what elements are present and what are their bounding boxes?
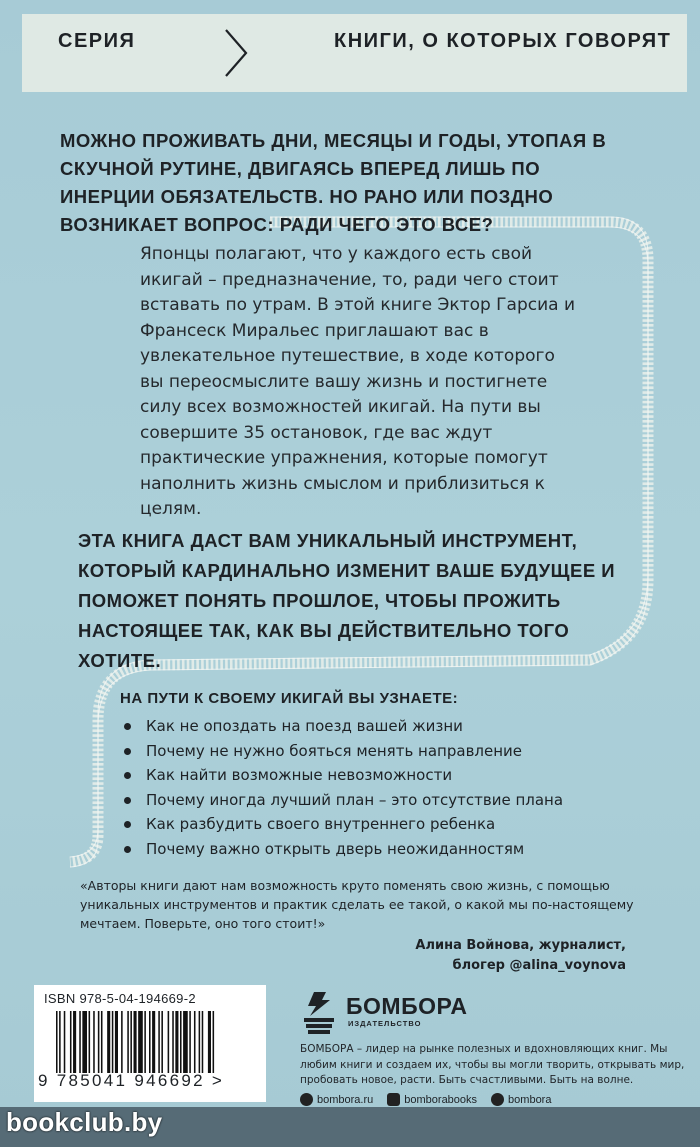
barcode-bar <box>152 1011 155 1073</box>
barcode-bar <box>180 1011 182 1073</box>
social-label: bomborabooks <box>404 1093 478 1106</box>
barcode-bar <box>56 1011 58 1073</box>
quote-author-line: блогер @alina_voynova <box>452 958 626 973</box>
barcode-bar <box>98 1011 100 1073</box>
barcode-bar <box>161 1011 163 1073</box>
chevron-right-icon <box>222 14 252 92</box>
barcode-bar <box>194 1011 196 1073</box>
social-link-telegram[interactable] <box>491 1093 551 1106</box>
barcode-panel <box>34 985 266 1102</box>
social-links <box>300 1093 551 1106</box>
social-label: bombora.ru <box>317 1093 374 1106</box>
list-item: Почему иногда лучший план – это отсутствие плана <box>122 788 563 813</box>
social-label: bombora <box>508 1093 552 1106</box>
barcode-bar <box>112 1011 114 1073</box>
watermark-site-name: bookclub.by <box>6 1107 163 1137</box>
vk-icon <box>300 1093 313 1106</box>
barcode-bar <box>93 1011 95 1073</box>
barcode-bar <box>208 1011 211 1073</box>
barcode-bar <box>189 1011 191 1073</box>
barcode-bar <box>172 1011 174 1073</box>
barcode-bar <box>121 1011 123 1073</box>
learn-heading: НА ПУТИ К СВОЕМУ ИКИГАЙ ВЫ УЗНАЕТЕ: <box>120 690 459 707</box>
barcode-bar <box>149 1011 151 1073</box>
barcode-image <box>56 1011 246 1073</box>
series-banner <box>22 14 687 92</box>
barcode-bar <box>175 1011 178 1073</box>
barcode-bar <box>82 1011 87 1073</box>
learn-list <box>122 714 563 861</box>
barcode-bar <box>127 1011 129 1073</box>
publisher-blurb: БОМБОРА – лидер на рынке полезных и вдохновляющих книг. Мы любим книги и создаем их, чтобы вы могли творить, открывать мир, пробовать новое, расти. Быть счастливыми. Быть на волне. <box>300 1043 685 1087</box>
barcode-bar <box>134 1011 137 1073</box>
barcode-bar <box>70 1011 72 1073</box>
barcode-bar <box>138 1011 143 1073</box>
barcode-bar <box>73 1011 76 1073</box>
barcode-bar <box>199 1011 201 1073</box>
barcode-bar <box>213 1011 215 1073</box>
telegram-icon <box>491 1093 504 1106</box>
isbn-label: ISBN 978-5-04-194669-2 <box>44 991 196 1006</box>
list-item: Как найти возможные невозможности <box>122 763 563 788</box>
barcode-bar <box>64 1011 66 1073</box>
barcode-bar <box>130 1011 132 1073</box>
quote-author-line: Алина Войнова, журналист, <box>415 938 626 953</box>
social-link-site[interactable] <box>300 1093 373 1106</box>
promise-text: ЭТА КНИГА ДАСТ ВАМ УНИКАЛЬНЫЙ ИНСТРУМЕНТ, КОТОРЫЙ КАРДИНАЛЬНО ИЗМЕНИТ ВАШЕ БУДУЩЕЕ И ПОМОЖЕТ ПОНЯТЬ ПРОШЛОЕ, ЧТОБЫ ПРОЖИТЬ НАСТОЯЩЕЕ ТАК, КАК ВЫ ДЕЙСТВИТЕЛЬНО ТОГО ХОТИТЕ. <box>78 530 616 671</box>
intro-text: МОЖНО ПРОЖИВАТЬ ДНИ, МЕСЯЦЫ И ГОДЫ, УТОПАЯ В СКУЧНОЙ РУТИНЕ, ДВИГАЯСЬ ВПЕРЕД ЛИШЬ ПО ИНЕРЦИИ ОБЯЗАТЕЛЬСТВ. НО РАНО ИЛИ ПОЗДНО ВОЗНИКАЕТ ВОПРОС: РАДИ ЧЕГО ЭТО ВСЕ? <box>60 130 607 235</box>
list-item: Почему не нужно бояться менять направление <box>122 739 563 764</box>
bombora-logo-icon <box>300 990 340 1038</box>
barcode-bar <box>79 1011 81 1073</box>
publisher-name: БОМБОРА <box>346 993 468 1019</box>
barcode-bar <box>183 1011 188 1073</box>
series-label: СЕРИЯ <box>58 30 136 52</box>
barcode-bar <box>168 1011 170 1073</box>
description-text: Японцы полагают, что у каждого есть свой икигай – предназначение, то, ради чего стоит вставать по утрам. В этой книге Эктор Гарсиа и Франсеск Миральес приглашают вас в увлекательное путешествие, в ходе которого вы переосмыслите вашу жизнь и постигнете силу всех возможностей икигай. На пути вы совершите 35 остановок, где вас ждут практические упражнения, которые помогут наполнить жизнь смыслом и приблизиться к целям. <box>140 244 576 519</box>
barcode-bar <box>89 1011 91 1073</box>
list-item: Почему важно открыть дверь неожиданностям <box>122 837 563 862</box>
barcode-bar <box>115 1011 118 1073</box>
video-icon <box>387 1093 400 1106</box>
barcode-digits: 9 785041 946692 > <box>38 1071 225 1090</box>
list-item: Как разбудить своего внутреннего ребенка <box>122 812 563 837</box>
barcode-bar <box>101 1011 103 1073</box>
barcode-bar <box>107 1011 110 1073</box>
quote-author <box>415 936 626 976</box>
review-quote: «Авторы книги дают нам возможность круто поменять свою жизнь, с помощью уникальных инструментов и практик сделать ее такой, о какой мы по-настоящему мечтаем. Поверьте, оно того стоит!» <box>80 878 634 931</box>
barcode-bar <box>144 1011 146 1073</box>
list-item: Как не опоздать на поезд вашей жизни <box>122 714 563 739</box>
social-link-video[interactable] <box>387 1093 477 1106</box>
barcode-bar <box>59 1011 61 1073</box>
barcode-bar <box>202 1011 204 1073</box>
series-title: КНИГИ, О КОТОРЫХ ГОВОРЯТ <box>334 30 672 52</box>
publisher-subtitle: ИЗДАТЕЛЬСТВО <box>348 1019 422 1028</box>
barcode-bar <box>158 1011 160 1073</box>
